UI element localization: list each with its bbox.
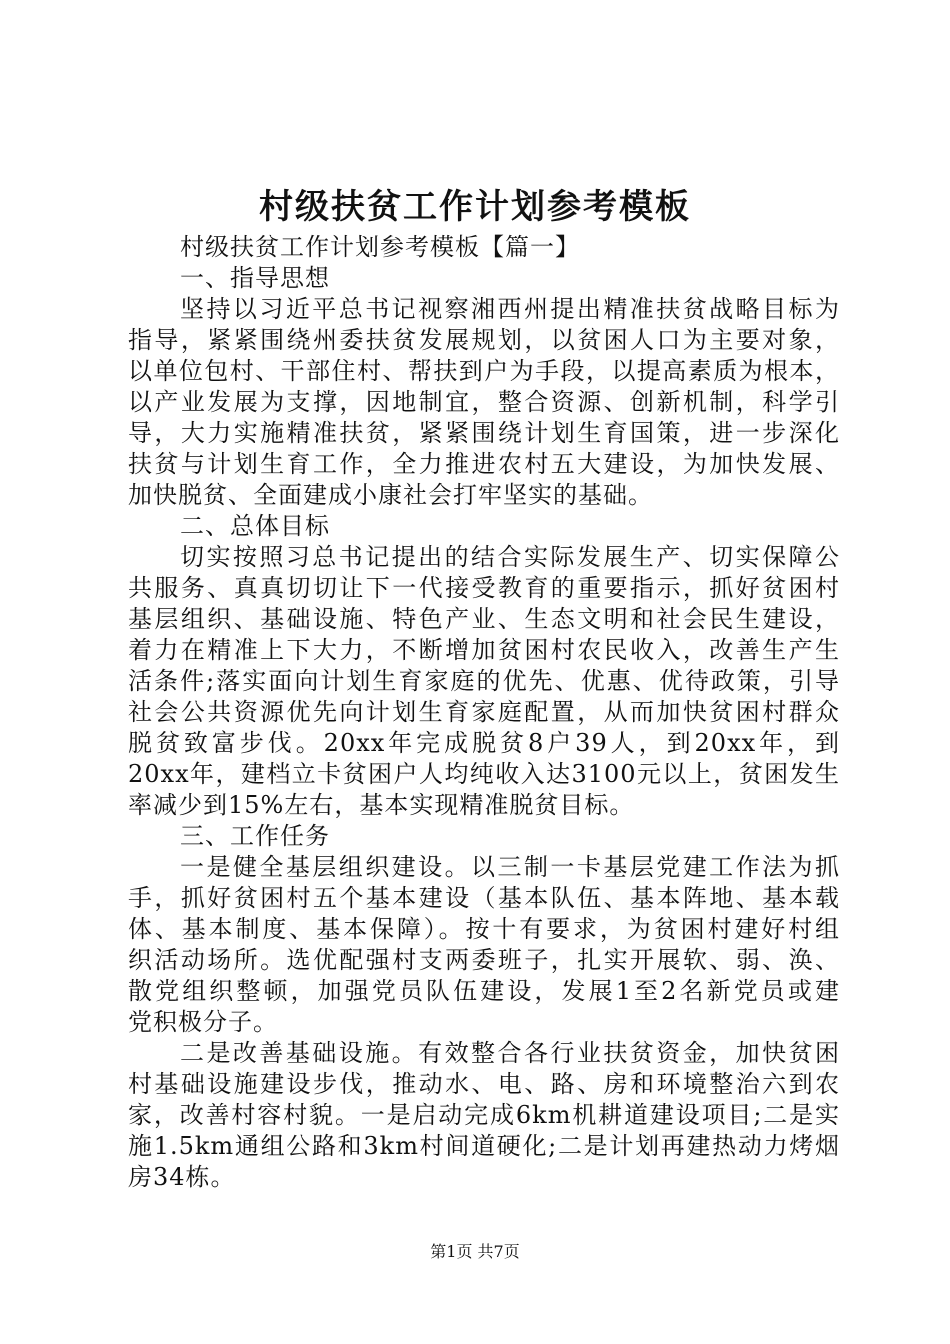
paragraph-line: 散党组织整顿，加强党员队伍建设，发展1至2名新党员或建 bbox=[128, 977, 840, 1005]
paragraph-line: 切实按照习总书记提出的结合实际发展生产、切实保障公 bbox=[180, 543, 840, 571]
paragraph-line: 脱贫致富步伐。20xx年完成脱贫8户39人，到20xx年，到 bbox=[128, 729, 840, 757]
paragraph-line: 着力在精准上下大力，不断增加贫困村农民收入，改善生产生 bbox=[128, 636, 840, 664]
paragraph-line: 共服务、真真切切让下一代接受教育的重要指示，抓好贫困村 bbox=[128, 574, 840, 602]
paragraph-line: 以单位包村、干部住村、帮扶到户为手段，以提高素质为根本， bbox=[128, 357, 840, 385]
section-heading-2: 二、总体目标 bbox=[180, 512, 330, 540]
paragraph-line: 社会公共资源优先向计划生育家庭配置，从而加快贫困村群众 bbox=[128, 698, 840, 726]
paragraph-line: 坚持以习近平总书记视察湘西州提出精准扶贫战略目标为 bbox=[180, 295, 840, 323]
paragraph-line: 指导，紧紧围绕州委扶贫发展规划，以贫困人口为主要对象， bbox=[128, 326, 840, 354]
page-footer: 第1页 共7页 bbox=[430, 1242, 520, 1261]
paragraph-line: 一是健全基层组织建设。以三制一卡基层党建工作法为抓 bbox=[180, 853, 840, 881]
paragraph-line: 二是改善基础设施。有效整合各行业扶贫资金，加快贫困 bbox=[180, 1039, 840, 1067]
paragraph-line: 织活动场所。选优配强村支两委班子，扎实开展软、弱、涣、 bbox=[128, 946, 840, 974]
paragraph-line: 施1.5km通组公路和3km村间道硬化;二是计划再建热动力烤烟 bbox=[128, 1132, 840, 1160]
paragraph-line: 率减少到15%左右，基本实现精准脱贫目标。 bbox=[128, 791, 635, 819]
document-body bbox=[128, 232, 840, 1193]
paragraph-line: 以产业发展为支撑，因地制宜，整合资源、创新机制，科学引 bbox=[128, 388, 840, 416]
paragraph-line: 房34栋。 bbox=[128, 1163, 236, 1191]
paragraph-line: 加快脱贫、全面建成小康社会打牢坚实的基础。 bbox=[128, 481, 653, 509]
paragraph-line: 手，抓好贫困村五个基本建设（基本队伍、基本阵地、基本载 bbox=[128, 884, 840, 912]
paragraph-line: 20xx年，建档立卡贫困户人均纯收入达3100元以上，贫困发生 bbox=[128, 760, 840, 788]
paragraph-line: 体、基本制度、基本保障）。按十有要求，为贫困村建好村组 bbox=[128, 915, 840, 943]
section-heading-3: 三、工作任务 bbox=[180, 822, 330, 850]
subtitle: 村级扶贫工作计划参考模板【篇一】 bbox=[180, 233, 580, 261]
paragraph-line: 村基础设施建设步伐，推动水、电、路、房和环境整治六到农 bbox=[128, 1070, 840, 1098]
paragraph-line: 活条件;落实面向计划生育家庭的优先、优惠、优待政策，引导 bbox=[128, 667, 840, 695]
paragraph-line: 扶贫与计划生育工作，全力推进农村五大建设，为加快发展、 bbox=[128, 450, 840, 478]
paragraph-line: 家，改善村容村貌。一是启动完成6km机耕道建设项目;二是实 bbox=[128, 1101, 840, 1129]
paragraph-line: 基层组织、基础设施、特色产业、生态文明和社会民生建设， bbox=[128, 605, 840, 633]
paragraph-line: 导，大力实施精准扶贫，紧紧围绕计划生育国策，进一步深化 bbox=[128, 419, 840, 447]
paragraph-line: 党积极分子。 bbox=[128, 1008, 278, 1036]
document-title: 村级扶贫工作计划参考模板 bbox=[259, 187, 691, 227]
section-heading-1: 一、指导思想 bbox=[180, 264, 330, 292]
